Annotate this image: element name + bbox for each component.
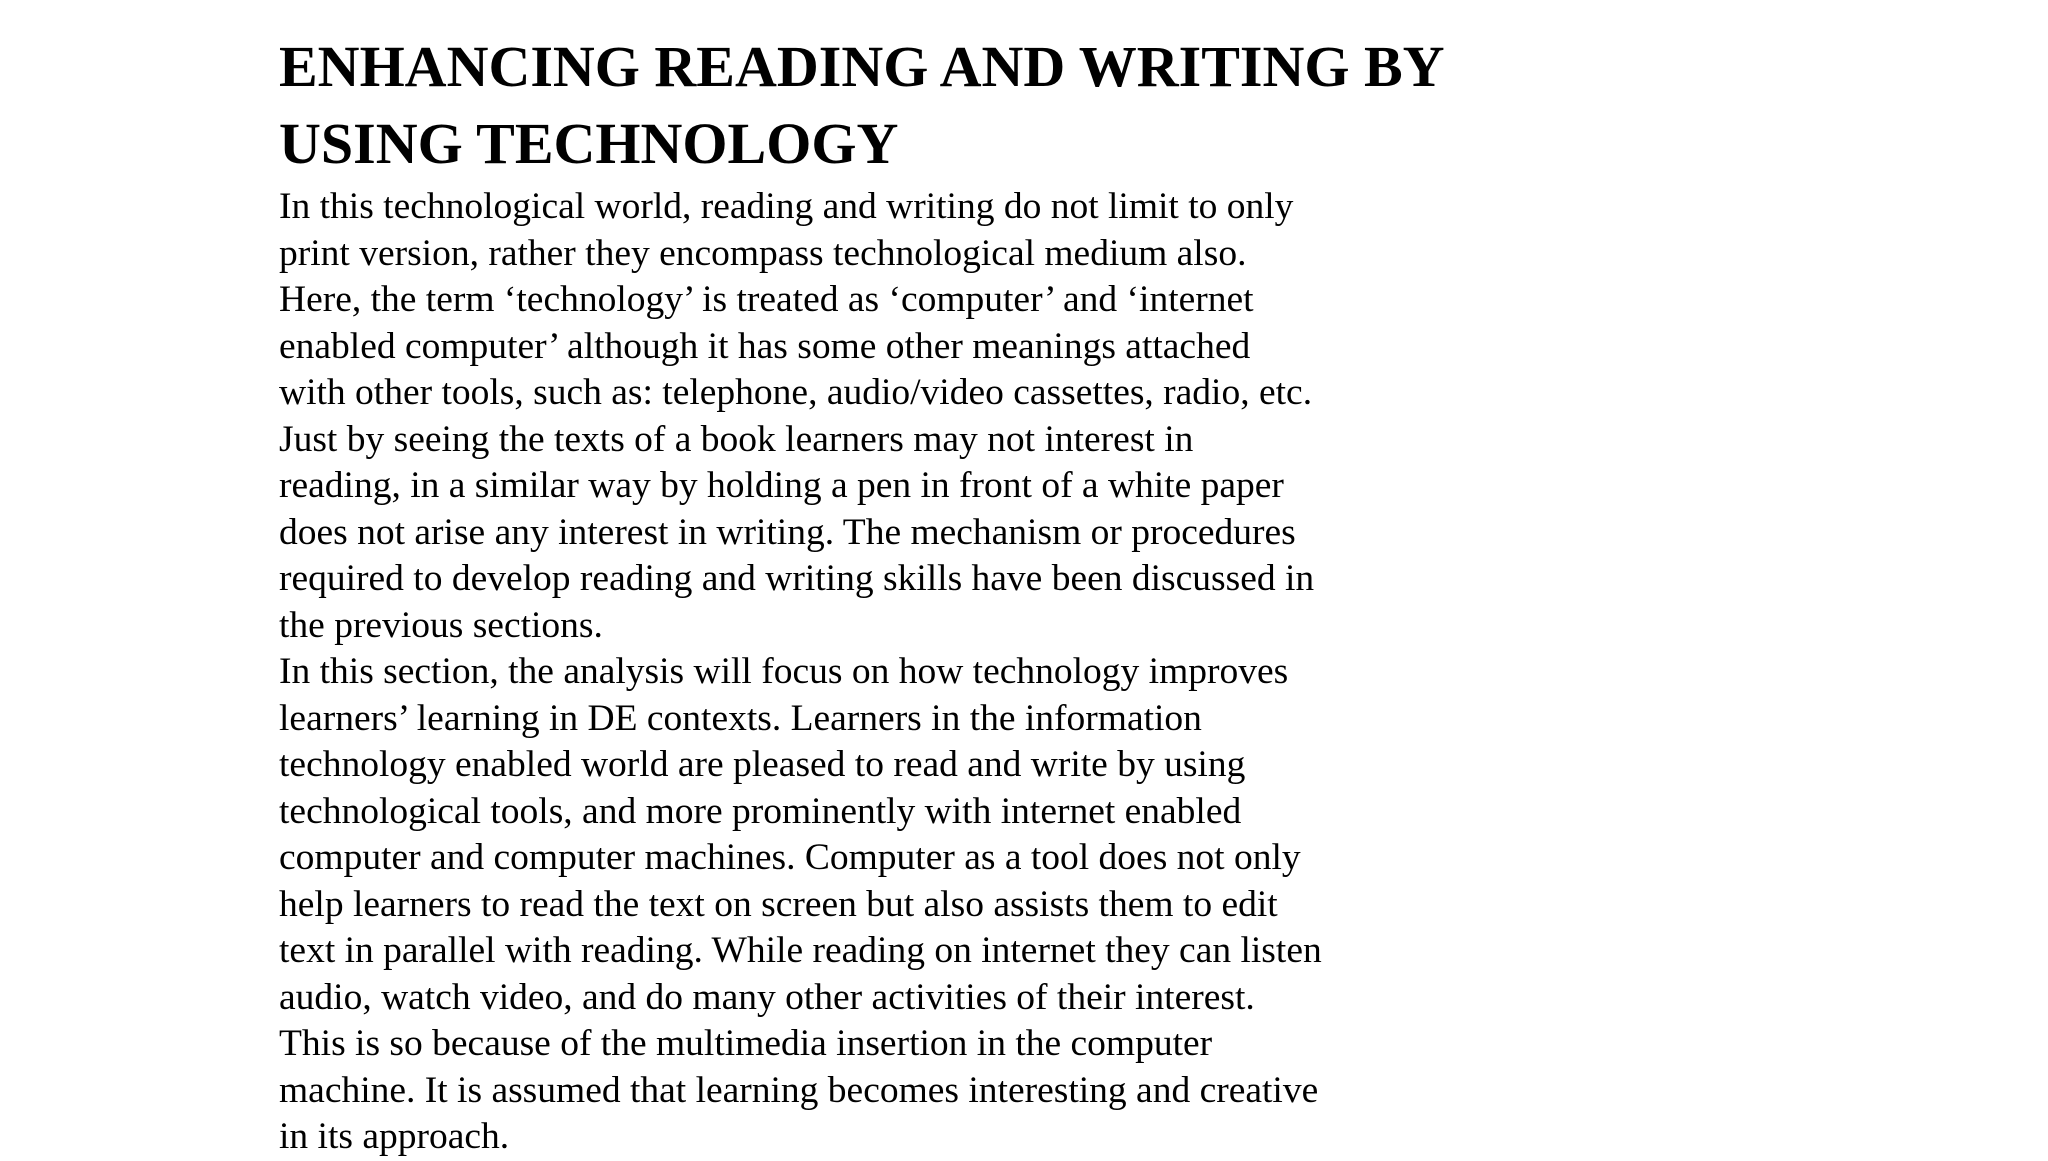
paragraph-line: This is so because of the multimedia insertion in the computer bbox=[279, 1023, 1213, 1064]
paragraph-line: Just by seeing the texts of a book learners may not interest in bbox=[279, 418, 1194, 460]
paragraph-1 bbox=[279, 184, 1579, 649]
paragraph-line: reading, in a similar way by holding a pen in front of a white paper bbox=[279, 465, 1284, 506]
paragraph-line: print version, rather they encompass technological medium also. bbox=[279, 232, 1247, 274]
paragraph-line: audio, watch video, and do many other activities of their interest. bbox=[279, 976, 1255, 1018]
document-title bbox=[279, 28, 1579, 182]
paragraph-line: computer and computer machines. Computer as a tool does not only bbox=[279, 837, 1301, 878]
paragraph-line: does not arise any interest in writing. The mechanism or procedures bbox=[279, 511, 1296, 553]
document-content bbox=[279, 28, 1579, 1161]
paragraph-line: technological tools, and more prominently with internet enabled bbox=[279, 790, 1242, 832]
paragraph-line: learners’ learning in DE contexts. Learners in the information bbox=[279, 697, 1202, 739]
title-line: USING TECHNOLOGY bbox=[279, 111, 899, 176]
paragraph-line: the previous sections. bbox=[279, 604, 603, 646]
paragraph-2 bbox=[279, 649, 1579, 1161]
paragraph-line: text in parallel with reading. While reading on internet they can listen bbox=[279, 930, 1322, 971]
title-line: ENHANCING READING AND WRITING BY bbox=[279, 34, 1445, 99]
paragraph-line: Here, the term ‘technology’ is treated as ‘computer’ and ‘internet bbox=[279, 279, 1254, 320]
paragraph-line: machine. It is assumed that learning becomes interesting and creative bbox=[279, 1069, 1319, 1111]
paragraph-line: technology enabled world are pleased to read and write by using bbox=[279, 744, 1246, 785]
paragraph-line: with other tools, such as: telephone, audio/video cassettes, radio, etc. bbox=[279, 372, 1313, 413]
paragraph-line: help learners to read the text on screen but also assists them to edit bbox=[279, 883, 1278, 925]
paragraph-line: In this technological world, reading and writing do not limit to only bbox=[279, 186, 1294, 227]
paragraph-line: required to develop reading and writing skills have been discussed in bbox=[279, 558, 1315, 599]
paragraph-line: In this section, the analysis will focus on how technology improves bbox=[279, 651, 1289, 692]
paragraph-line: enabled computer’ although it has some other meanings attached bbox=[279, 325, 1251, 367]
paragraph-line: in its approach. bbox=[279, 1116, 510, 1157]
